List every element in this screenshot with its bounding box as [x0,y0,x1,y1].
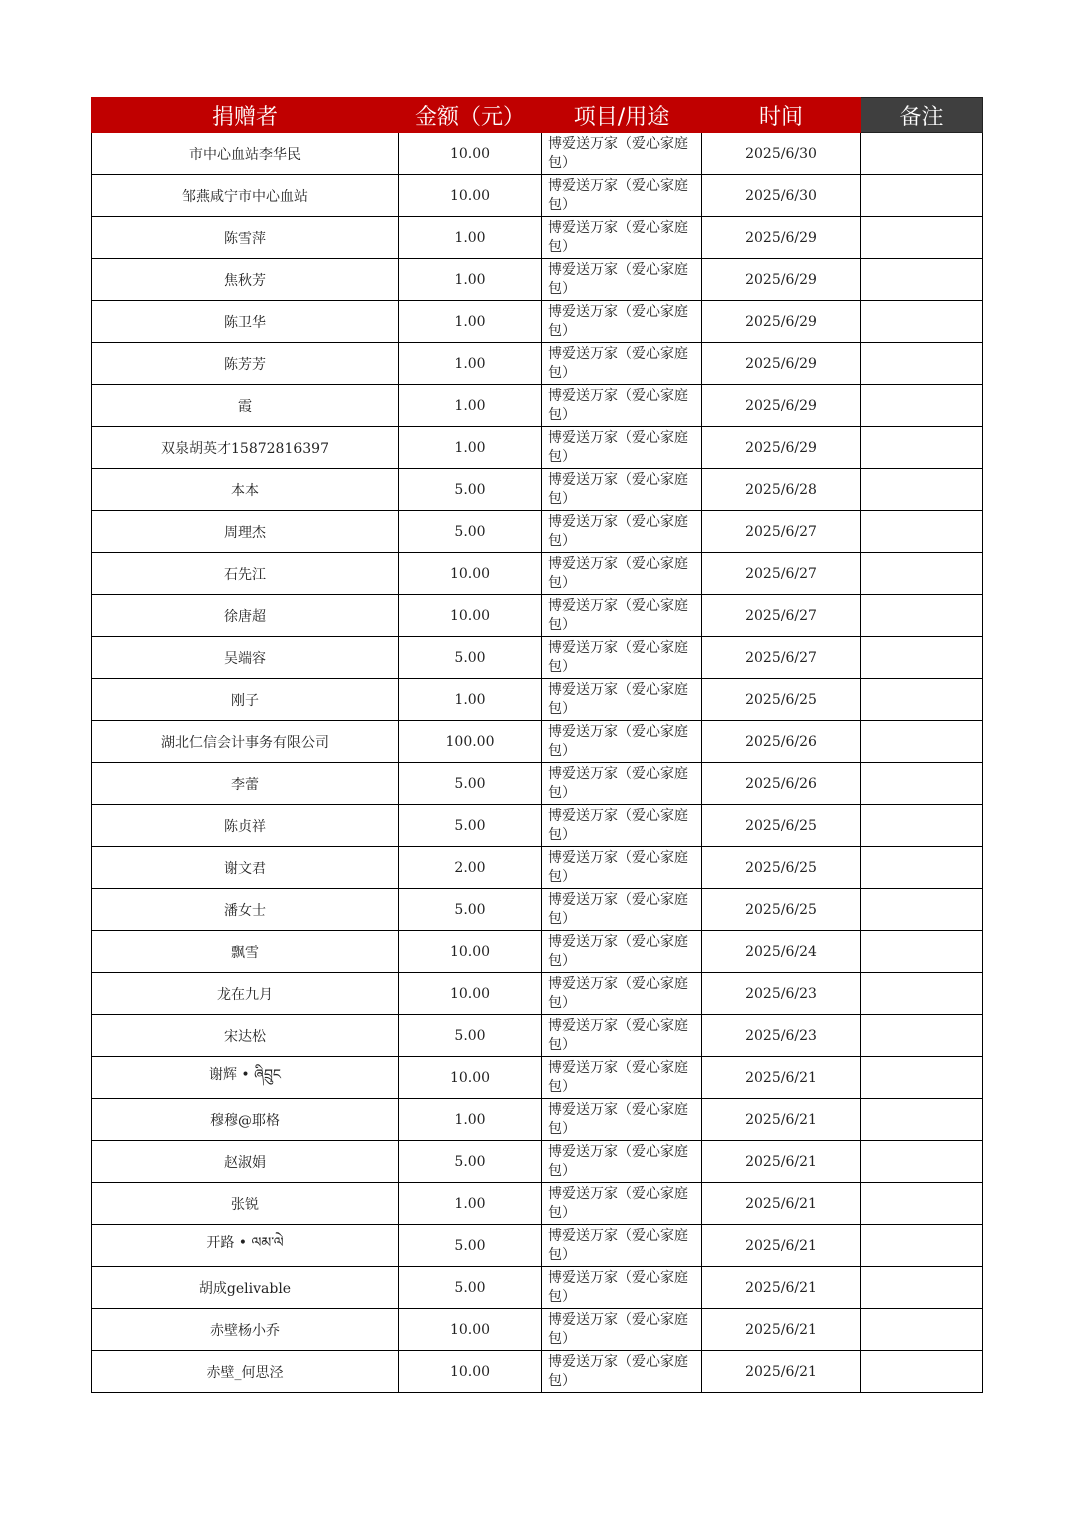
donor-cell: 谢文君 [92,847,399,889]
project-cell [542,721,702,763]
remark-cell [861,469,983,511]
project-cell [542,847,702,889]
time-cell: 2025/6/26 [702,763,861,805]
project-text: 博爱送万家（爱心家庭包） [548,345,688,381]
amount-cell: 10.00 [399,595,542,637]
project-text: 博爱送万家（爱心家庭包） [548,513,688,549]
amount-cell: 10.00 [399,1309,542,1351]
project-cell [542,553,702,595]
remark-cell [861,1183,983,1225]
project-text: 博爱送万家（爱心家庭包） [548,1185,688,1221]
project-text: 博爱送万家（爱心家庭包） [548,177,688,213]
amount-cell: 5.00 [399,1225,542,1267]
donor-cell: 徐唐超 [92,595,399,637]
project-text: 博爱送万家（爱心家庭包） [548,1227,688,1263]
table-row [92,637,983,679]
donor-cell: 飘雪 [92,931,399,973]
remark-cell [861,511,983,553]
time-cell: 2025/6/29 [702,259,861,301]
donor-cell: 胡成gelivable [92,1267,399,1309]
time-cell: 2025/6/30 [702,175,861,217]
time-cell: 2025/6/27 [702,553,861,595]
time-cell: 2025/6/26 [702,721,861,763]
table-row [92,847,983,889]
remark-cell [861,1267,983,1309]
time-cell: 2025/6/21 [702,1309,861,1351]
remark-cell [861,385,983,427]
project-text: 博爱送万家（爱心家庭包） [548,765,688,801]
donor-cell: 焦秋芳 [92,259,399,301]
remark-cell [861,427,983,469]
table-row [92,1225,983,1267]
project-text: 博爱送万家（爱心家庭包） [548,1353,688,1389]
remark-cell [861,889,983,931]
time-cell: 2025/6/21 [702,1183,861,1225]
table-row [92,259,983,301]
table-row [92,427,983,469]
time-cell: 2025/6/29 [702,217,861,259]
time-cell: 2025/6/29 [702,301,861,343]
remark-cell [861,931,983,973]
amount-cell: 5.00 [399,1267,542,1309]
time-cell: 2025/6/29 [702,385,861,427]
donation-sheet [91,97,982,1393]
donor-cell: 开路 • ལམ་ལེ [92,1225,399,1267]
remark-cell [861,343,983,385]
remark-cell [861,1057,983,1099]
header-donor: 捐赠者 [92,98,399,133]
project-text: 博爱送万家（爱心家庭包） [548,387,688,423]
time-cell: 2025/6/30 [702,133,861,175]
table-row [92,385,983,427]
donor-cell: 龙在九月 [92,973,399,1015]
project-text: 博爱送万家（爱心家庭包） [548,807,688,843]
time-cell: 2025/6/23 [702,973,861,1015]
remark-cell [861,1351,983,1393]
table-row [92,1309,983,1351]
remark-cell [861,847,983,889]
project-cell [542,637,702,679]
time-cell: 2025/6/28 [702,469,861,511]
header-amount: 金额（元） [399,98,542,133]
project-cell [542,175,702,217]
amount-cell: 1.00 [399,385,542,427]
project-cell [542,1015,702,1057]
table-row [92,973,983,1015]
time-cell: 2025/6/25 [702,805,861,847]
donor-cell: 宋达松 [92,1015,399,1057]
table-row [92,301,983,343]
table-row [92,511,983,553]
project-cell [542,1057,702,1099]
table-row [92,133,983,175]
time-cell: 2025/6/21 [702,1099,861,1141]
project-text: 博爱送万家（爱心家庭包） [548,975,688,1011]
project-text: 博爱送万家（爱心家庭包） [548,849,688,885]
time-cell: 2025/6/23 [702,1015,861,1057]
project-text: 博爱送万家（爱心家庭包） [548,429,688,465]
time-cell: 2025/6/27 [702,511,861,553]
remark-cell [861,259,983,301]
donor-cell: 陈雪萍 [92,217,399,259]
donor-cell: 赵淑娟 [92,1141,399,1183]
amount-cell: 1.00 [399,427,542,469]
amount-cell: 5.00 [399,889,542,931]
donor-cell: 陈芳芳 [92,343,399,385]
table-row [92,1057,983,1099]
amount-cell: 5.00 [399,469,542,511]
amount-cell: 5.00 [399,1141,542,1183]
table-row [92,1351,983,1393]
table-row [92,553,983,595]
project-text: 博爱送万家（爱心家庭包） [548,639,688,675]
time-cell: 2025/6/25 [702,889,861,931]
time-cell: 2025/6/24 [702,931,861,973]
amount-cell: 5.00 [399,1015,542,1057]
project-cell [542,763,702,805]
remark-cell [861,1141,983,1183]
project-cell [542,259,702,301]
amount-cell: 1.00 [399,343,542,385]
project-text: 博爱送万家（爱心家庭包） [548,261,688,297]
amount-cell: 1.00 [399,217,542,259]
amount-cell: 5.00 [399,805,542,847]
time-cell: 2025/6/25 [702,679,861,721]
remark-cell [861,973,983,1015]
donor-cell: 刚子 [92,679,399,721]
donor-cell: 周理杰 [92,511,399,553]
donor-cell: 邹燕咸宁市中心血站 [92,175,399,217]
donor-cell: 陈贞祥 [92,805,399,847]
table-row [92,721,983,763]
amount-cell: 1.00 [399,679,542,721]
time-cell: 2025/6/21 [702,1267,861,1309]
time-cell: 2025/6/29 [702,427,861,469]
amount-cell: 1.00 [399,301,542,343]
project-cell [542,679,702,721]
project-text: 博爱送万家（爱心家庭包） [548,1311,688,1347]
donor-cell: 双泉胡英才15872816397 [92,427,399,469]
remark-cell [861,553,983,595]
table-row [92,217,983,259]
project-cell [542,217,702,259]
amount-cell: 10.00 [399,973,542,1015]
table-body [92,133,983,1393]
donor-cell: 潘女士 [92,889,399,931]
project-cell [542,511,702,553]
time-cell: 2025/6/27 [702,637,861,679]
project-text: 博爱送万家（爱心家庭包） [548,933,688,969]
donor-cell: 穆穆@耶格 [92,1099,399,1141]
project-text: 博爱送万家（爱心家庭包） [548,681,688,717]
amount-cell: 10.00 [399,1351,542,1393]
amount-cell: 10.00 [399,133,542,175]
remark-cell [861,595,983,637]
table-row [92,889,983,931]
header-row [92,98,983,133]
amount-cell: 1.00 [399,259,542,301]
project-cell [542,805,702,847]
time-cell: 2025/6/21 [702,1057,861,1099]
project-cell [542,889,702,931]
donor-cell: 湖北仁信会计事务有限公司 [92,721,399,763]
time-cell: 2025/6/21 [702,1225,861,1267]
time-cell: 2025/6/29 [702,343,861,385]
donor-cell: 张锐 [92,1183,399,1225]
table-row [92,1099,983,1141]
amount-cell: 10.00 [399,931,542,973]
project-cell [542,1267,702,1309]
donor-cell: 市中心血站李华民 [92,133,399,175]
time-cell: 2025/6/27 [702,595,861,637]
time-cell: 2025/6/25 [702,847,861,889]
amount-cell: 5.00 [399,637,542,679]
time-cell: 2025/6/21 [702,1141,861,1183]
project-cell [542,1225,702,1267]
donor-cell: 本本 [92,469,399,511]
project-cell [542,301,702,343]
amount-cell: 5.00 [399,763,542,805]
remark-cell [861,1015,983,1057]
project-text: 博爱送万家（爱心家庭包） [548,1269,688,1305]
donor-cell: 赤壁_何思泾 [92,1351,399,1393]
project-text: 博爱送万家（爱心家庭包） [548,1143,688,1179]
remark-cell [861,679,983,721]
project-text: 博爱送万家（爱心家庭包） [548,723,688,759]
project-cell [542,343,702,385]
remark-cell [861,805,983,847]
remark-cell [861,133,983,175]
project-text: 博爱送万家（爱心家庭包） [548,303,688,339]
donor-cell: 霞 [92,385,399,427]
donor-cell: 赤壁杨小乔 [92,1309,399,1351]
project-cell [542,469,702,511]
table-row [92,595,983,637]
table-row [92,931,983,973]
donor-cell: 石先江 [92,553,399,595]
amount-cell: 1.00 [399,1099,542,1141]
project-cell [542,133,702,175]
remark-cell [861,1309,983,1351]
table-row [92,469,983,511]
project-text: 博爱送万家（爱心家庭包） [548,597,688,633]
project-cell [542,973,702,1015]
project-cell [542,385,702,427]
remark-cell [861,763,983,805]
project-cell [542,1183,702,1225]
donor-cell: 陈卫华 [92,301,399,343]
table-row [92,805,983,847]
amount-cell: 10.00 [399,175,542,217]
remark-cell [861,637,983,679]
header-time: 时间 [702,98,861,133]
header-project: 项目/用途 [542,98,702,133]
table-row [92,763,983,805]
remark-cell [861,301,983,343]
project-text: 博爱送万家（爱心家庭包） [548,1017,688,1053]
project-cell [542,931,702,973]
donor-cell: 李蕾 [92,763,399,805]
project-cell [542,595,702,637]
header-remark: 备注 [861,98,983,133]
table-row [92,175,983,217]
remark-cell [861,721,983,763]
table-row [92,1267,983,1309]
project-text: 博爱送万家（爱心家庭包） [548,891,688,927]
table-row [92,1183,983,1225]
table-row [92,1141,983,1183]
project-text: 博爱送万家（爱心家庭包） [548,135,688,171]
remark-cell [861,1225,983,1267]
project-cell [542,1141,702,1183]
amount-cell: 100.00 [399,721,542,763]
remark-cell [861,217,983,259]
donation-table [91,97,983,1393]
table-row [92,679,983,721]
amount-cell: 10.00 [399,553,542,595]
remark-cell [861,175,983,217]
project-cell [542,1099,702,1141]
table-row [92,1015,983,1057]
amount-cell: 2.00 [399,847,542,889]
remark-cell [861,1099,983,1141]
project-text: 博爱送万家（爱心家庭包） [548,219,688,255]
time-cell: 2025/6/21 [702,1351,861,1393]
amount-cell: 10.00 [399,1057,542,1099]
project-text: 博爱送万家（爱心家庭包） [548,1059,688,1095]
project-text: 博爱送万家（爱心家庭包） [548,1101,688,1137]
project-text: 博爱送万家（爱心家庭包） [548,555,688,591]
donor-cell: 谢辉 • ཞིབྲུང [92,1057,399,1099]
table-row [92,343,983,385]
amount-cell: 1.00 [399,1183,542,1225]
amount-cell: 5.00 [399,511,542,553]
project-cell [542,1351,702,1393]
project-cell [542,427,702,469]
project-cell [542,1309,702,1351]
project-text: 博爱送万家（爱心家庭包） [548,471,688,507]
donor-cell: 吴端容 [92,637,399,679]
